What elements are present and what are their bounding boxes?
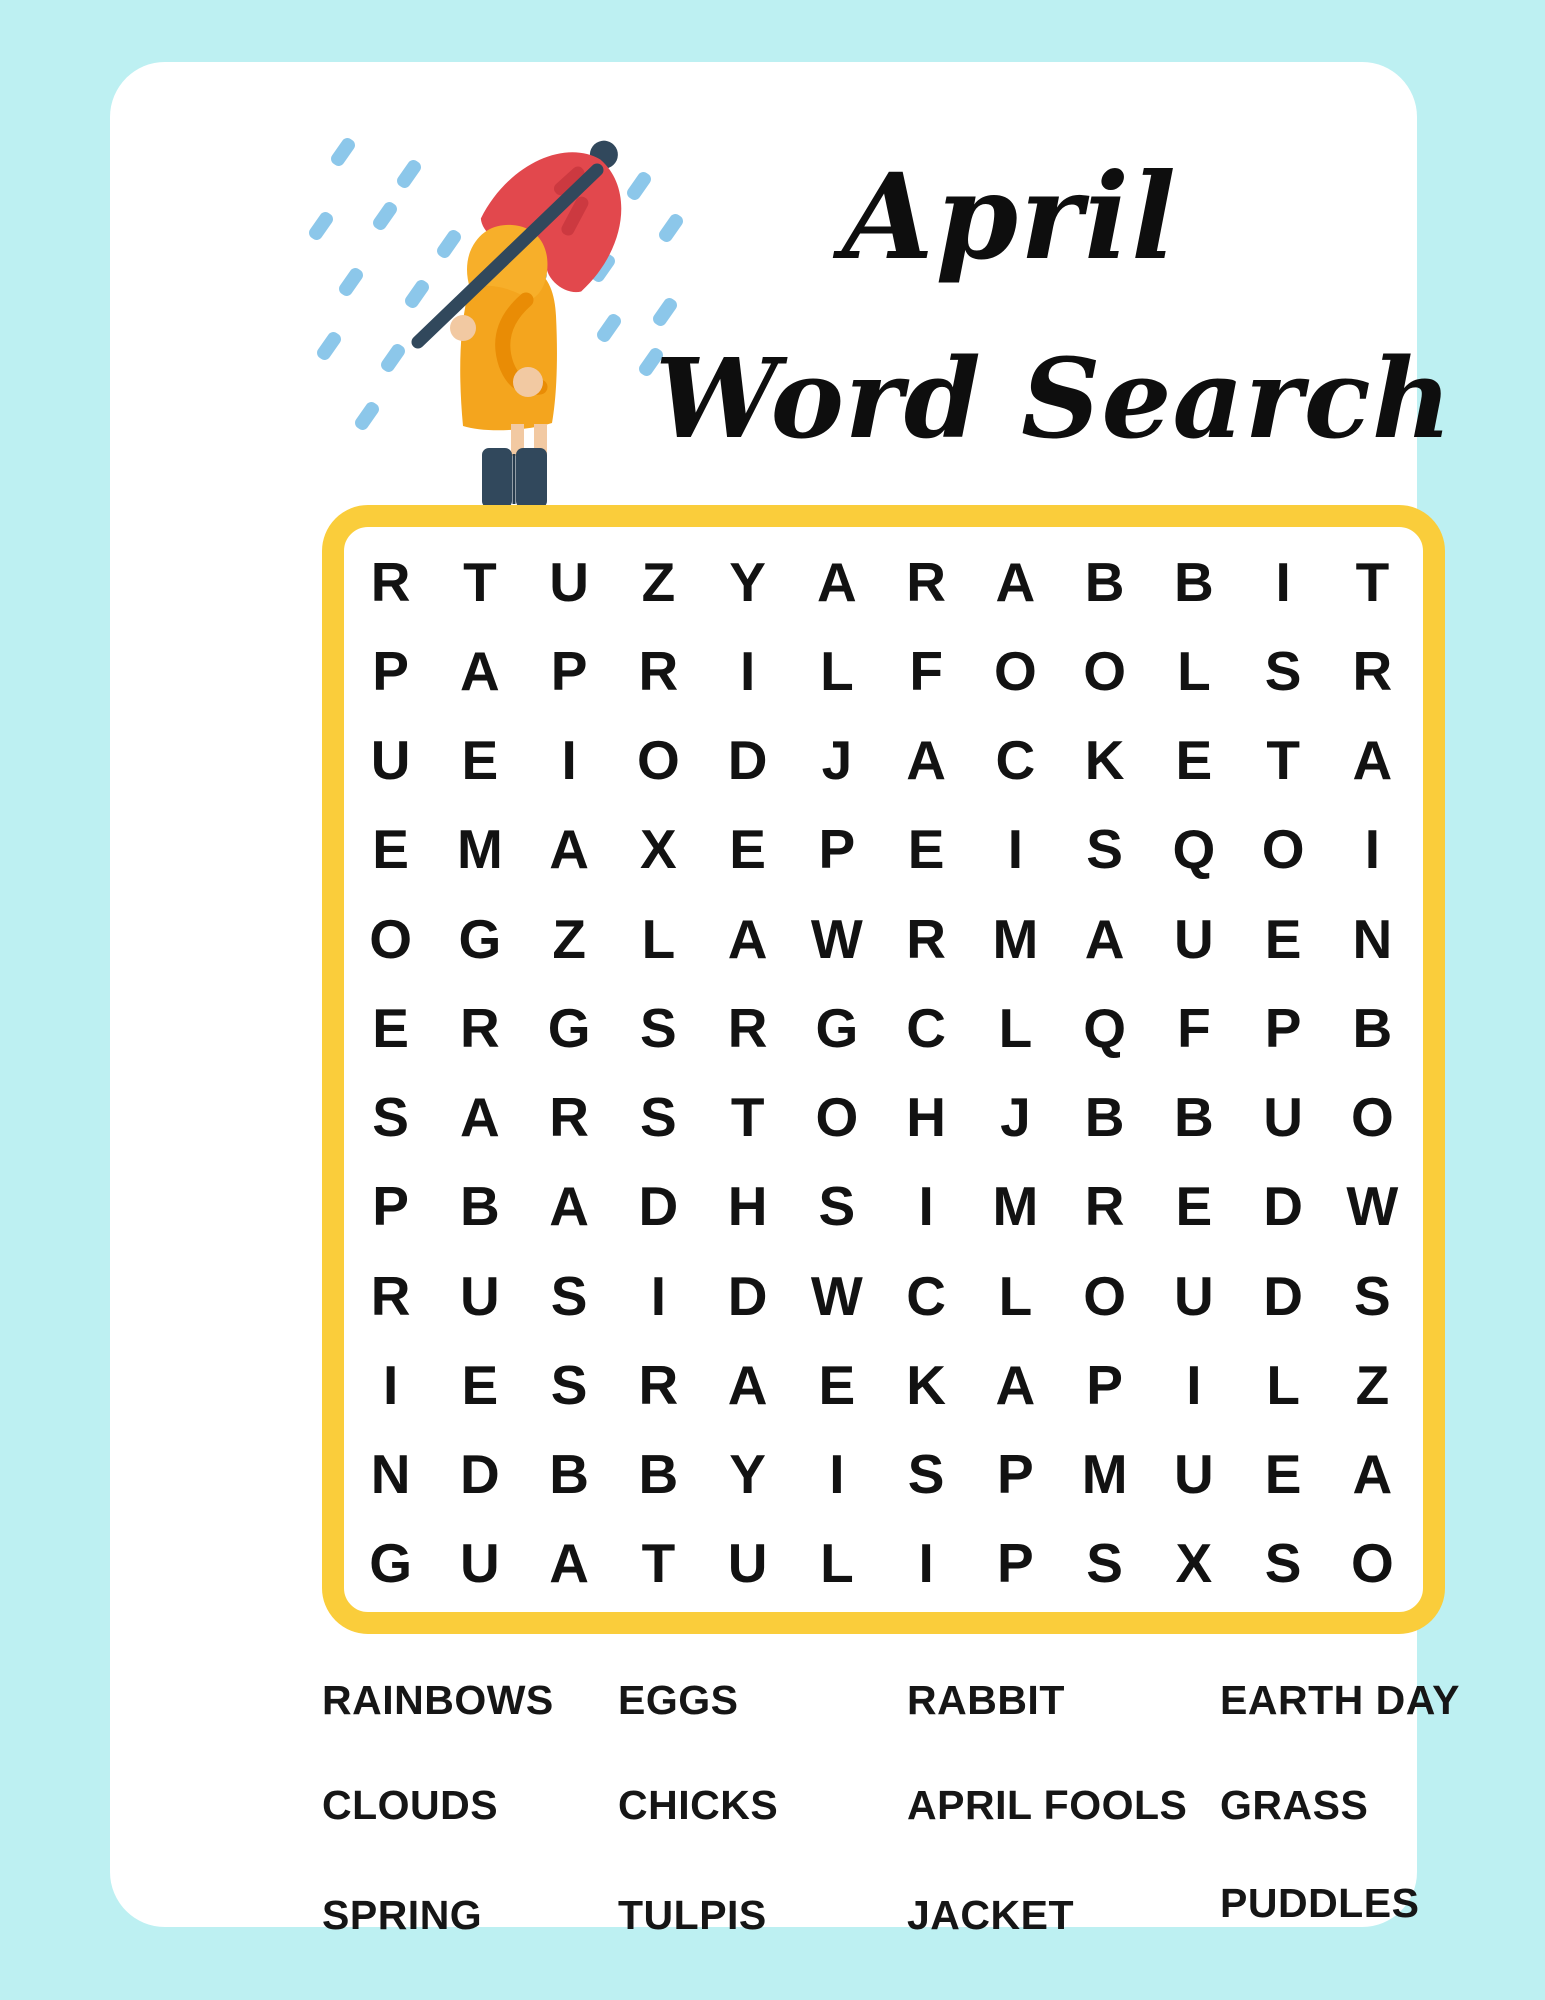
grid-letter: B [460, 1175, 500, 1238]
grid-letter: A [1352, 729, 1393, 792]
grid-letter: E [818, 1353, 856, 1416]
grid-letter: S [372, 1086, 409, 1149]
grid-letter: P [1086, 1353, 1123, 1416]
grid-letter: R [370, 550, 411, 613]
grid-letter: O [1083, 639, 1127, 702]
boot [516, 448, 547, 508]
grid-letter: O [1350, 1532, 1394, 1595]
grid-letter: A [727, 1353, 768, 1416]
boot [482, 448, 512, 508]
grid-letter: S [550, 1353, 588, 1416]
grid-letter: E [729, 818, 766, 881]
grid-letter: D [1263, 1175, 1303, 1238]
grid-letter: F [1177, 996, 1211, 1059]
grid-letter: L [998, 1264, 1033, 1327]
grid-letter: T [1266, 729, 1300, 792]
grid-letter: O [636, 729, 680, 792]
grid-letter: P [1264, 996, 1302, 1059]
grid-letter: W [810, 907, 863, 970]
grid-letter: T [463, 550, 497, 613]
grid-letter: E [461, 729, 499, 792]
grid-letter: U [370, 729, 411, 792]
grid-letter: E [372, 818, 409, 881]
word-list-item: PUDDLES [1220, 1880, 1420, 1926]
grid-letter: U [549, 550, 589, 613]
grid-letter: I [1186, 1353, 1202, 1416]
grid-letter: I [1007, 818, 1024, 881]
grid-letter: S [1354, 1264, 1391, 1327]
word-list-item: RABBIT [907, 1677, 1065, 1723]
grid-letter: R [638, 639, 679, 702]
grid-letter: R [727, 996, 768, 1059]
grid-letter: E [907, 818, 945, 881]
grid-letter: U [1174, 1264, 1214, 1327]
gripping-hand [450, 315, 476, 341]
word-list-item: CLOUDS [322, 1782, 499, 1828]
person-in-raincoat [460, 225, 557, 508]
grid-letter: P [997, 1532, 1034, 1595]
grid-letter: W [1346, 1175, 1399, 1238]
word-list-item: EGGS [618, 1677, 739, 1723]
letter-grid [344, 527, 1423, 1612]
grid-letter: J [821, 729, 853, 792]
grid-letter: A [549, 1532, 589, 1595]
grid-letter: U [727, 1532, 768, 1595]
grid-letter: R [906, 907, 946, 970]
grid-letter: G [369, 1532, 413, 1595]
grid-letter: O [993, 639, 1037, 702]
grid-letter: B [638, 1443, 679, 1506]
title-line-april: April [842, 147, 1178, 286]
grid-letter: I [918, 1175, 934, 1238]
grid-letter: U [1263, 1086, 1303, 1149]
grid-letter: I [561, 729, 577, 792]
word-list-item: TULPIS [618, 1892, 767, 1938]
grid-letter: Y [729, 1443, 766, 1506]
grid-letter: A [460, 639, 500, 702]
grid-letter: S [1264, 639, 1302, 702]
grid-letter: A [995, 1353, 1036, 1416]
grid-letter: Z [641, 550, 676, 613]
grid-letter: J [1000, 1086, 1031, 1149]
grid-letter: U [460, 1532, 500, 1595]
grid-letter: L [820, 639, 854, 702]
grid-letter: X [640, 818, 677, 881]
grid-letter: O [369, 907, 413, 970]
grid-letter: T [641, 1532, 676, 1595]
grid-letter: C [995, 729, 1036, 792]
grid-letter: G [458, 907, 502, 970]
grid-letter: E [1175, 729, 1213, 792]
grid-letter: P [372, 1175, 409, 1238]
grid-letter: U [1174, 907, 1214, 970]
grid-letter: I [829, 1443, 845, 1506]
grid-letter: B [549, 1443, 589, 1506]
grid-letter: A [817, 550, 857, 613]
grid-letter: S [640, 1086, 677, 1149]
grid-letter: D [638, 1175, 679, 1238]
grid-letter: R [638, 1353, 679, 1416]
word-list-item: CHICKS [618, 1782, 779, 1828]
word-list [322, 1670, 1460, 1936]
grid-letter: P [818, 818, 856, 881]
rain-person-illustration [295, 130, 695, 524]
grid-letter: T [1355, 550, 1390, 613]
word-list-item: JACKET [907, 1892, 1075, 1938]
grid-letter: R [370, 1264, 411, 1327]
grid-letter: A [1352, 1443, 1393, 1506]
grid-letter: Y [729, 550, 766, 613]
grid-letter: W [810, 1264, 863, 1327]
grid-letter: D [727, 729, 768, 792]
grid-letter: M [1081, 1443, 1128, 1506]
grid-letter: S [1086, 1532, 1123, 1595]
word-list-item: GRASS [1220, 1782, 1369, 1828]
grid-letter: K [906, 1353, 946, 1416]
word-list-item: SPRING [322, 1892, 483, 1938]
grid-letter: O [1261, 818, 1305, 881]
letter-grid-box [322, 505, 1445, 1634]
front-hand [513, 367, 543, 397]
grid-letter: B [1084, 1086, 1125, 1149]
grid-letter: N [1352, 907, 1393, 970]
grid-letter: Z [1355, 1353, 1390, 1416]
grid-letter: S [640, 996, 677, 1059]
grid-letter: I [650, 1264, 667, 1327]
grid-letter: C [906, 996, 946, 1059]
grid-letter: R [1352, 639, 1393, 702]
grid-letter: O [815, 1086, 859, 1149]
grid-letter: R [1084, 1175, 1125, 1238]
grid-letter: B [1084, 550, 1125, 613]
grid-letter: N [370, 1443, 411, 1506]
grid-letter: I [918, 1532, 934, 1595]
grid-letter: H [727, 1175, 768, 1238]
grid-letter: I [382, 1353, 399, 1416]
grid-letter: S [818, 1175, 856, 1238]
grid-letter: E [461, 1353, 499, 1416]
grid-letter: R [906, 550, 946, 613]
grid-letter: E [372, 996, 409, 1059]
grid-letter: Q [1083, 996, 1127, 1059]
grid-letter: L [641, 907, 676, 970]
grid-letter: B [1174, 1086, 1214, 1149]
grid-letter: A [995, 550, 1036, 613]
grid-letter: R [549, 1086, 589, 1149]
grid-letter: B [1174, 550, 1214, 613]
grid-letter: G [815, 996, 859, 1059]
grid-letter: R [460, 996, 500, 1059]
grid-letter: M [992, 1175, 1039, 1238]
grid-letter: I [1364, 818, 1381, 881]
grid-letter: B [1352, 996, 1393, 1059]
title-line-word-search: Word Search [655, 333, 1453, 463]
grid-letter: U [1174, 1443, 1214, 1506]
grid-letter: U [460, 1264, 500, 1327]
grid-letter: L [820, 1532, 854, 1595]
grid-letter: A [727, 907, 768, 970]
grid-letter: E [1175, 1175, 1213, 1238]
word-list-item: EARTH DAY [1220, 1677, 1460, 1723]
grid-letter: P [997, 1443, 1034, 1506]
grid-letter: L [1177, 639, 1211, 702]
grid-letter: C [906, 1264, 946, 1327]
grid-letter: P [372, 639, 409, 702]
grid-letter: A [460, 1086, 500, 1149]
grid-letter: Q [1172, 818, 1216, 881]
grid-letter: P [550, 639, 588, 702]
grid-letter: Z [552, 907, 586, 970]
grid-letter: K [1084, 729, 1125, 792]
worksheet-card [110, 62, 1460, 1938]
grid-letter: G [547, 996, 591, 1059]
grid-letter: A [1084, 907, 1125, 970]
grid-letter: E [1264, 1443, 1302, 1506]
grid-letter: M [992, 907, 1039, 970]
grid-letter: T [730, 1086, 765, 1149]
grid-letter: F [909, 639, 943, 702]
grid-letter: A [906, 729, 946, 792]
grid-letter: D [727, 1264, 768, 1327]
grid-letter: S [1264, 1532, 1302, 1595]
grid-letter: I [739, 639, 756, 702]
word-list-item: APRIL FOOLS [907, 1782, 1188, 1828]
grid-letter: E [1264, 907, 1302, 970]
grid-letter: M [456, 818, 503, 881]
word-list-item: RAINBOWS [322, 1677, 554, 1723]
grid-letter: S [1086, 818, 1123, 881]
grid-letter: X [1175, 1532, 1213, 1595]
grid-letter: O [1350, 1086, 1394, 1149]
grid-letter: I [1275, 550, 1291, 613]
grid-letter: S [907, 1443, 945, 1506]
grid-letter: L [998, 996, 1033, 1059]
grid-letter: A [549, 1175, 589, 1238]
grid-letter: H [906, 1086, 946, 1149]
page-title [655, 146, 1453, 463]
grid-letter: A [549, 818, 589, 881]
grid-letter: D [1263, 1264, 1303, 1327]
grid-letter: O [1083, 1264, 1127, 1327]
grid-letter: D [460, 1443, 500, 1506]
grid-letter: L [1266, 1353, 1300, 1416]
grid-letter: S [550, 1264, 588, 1327]
